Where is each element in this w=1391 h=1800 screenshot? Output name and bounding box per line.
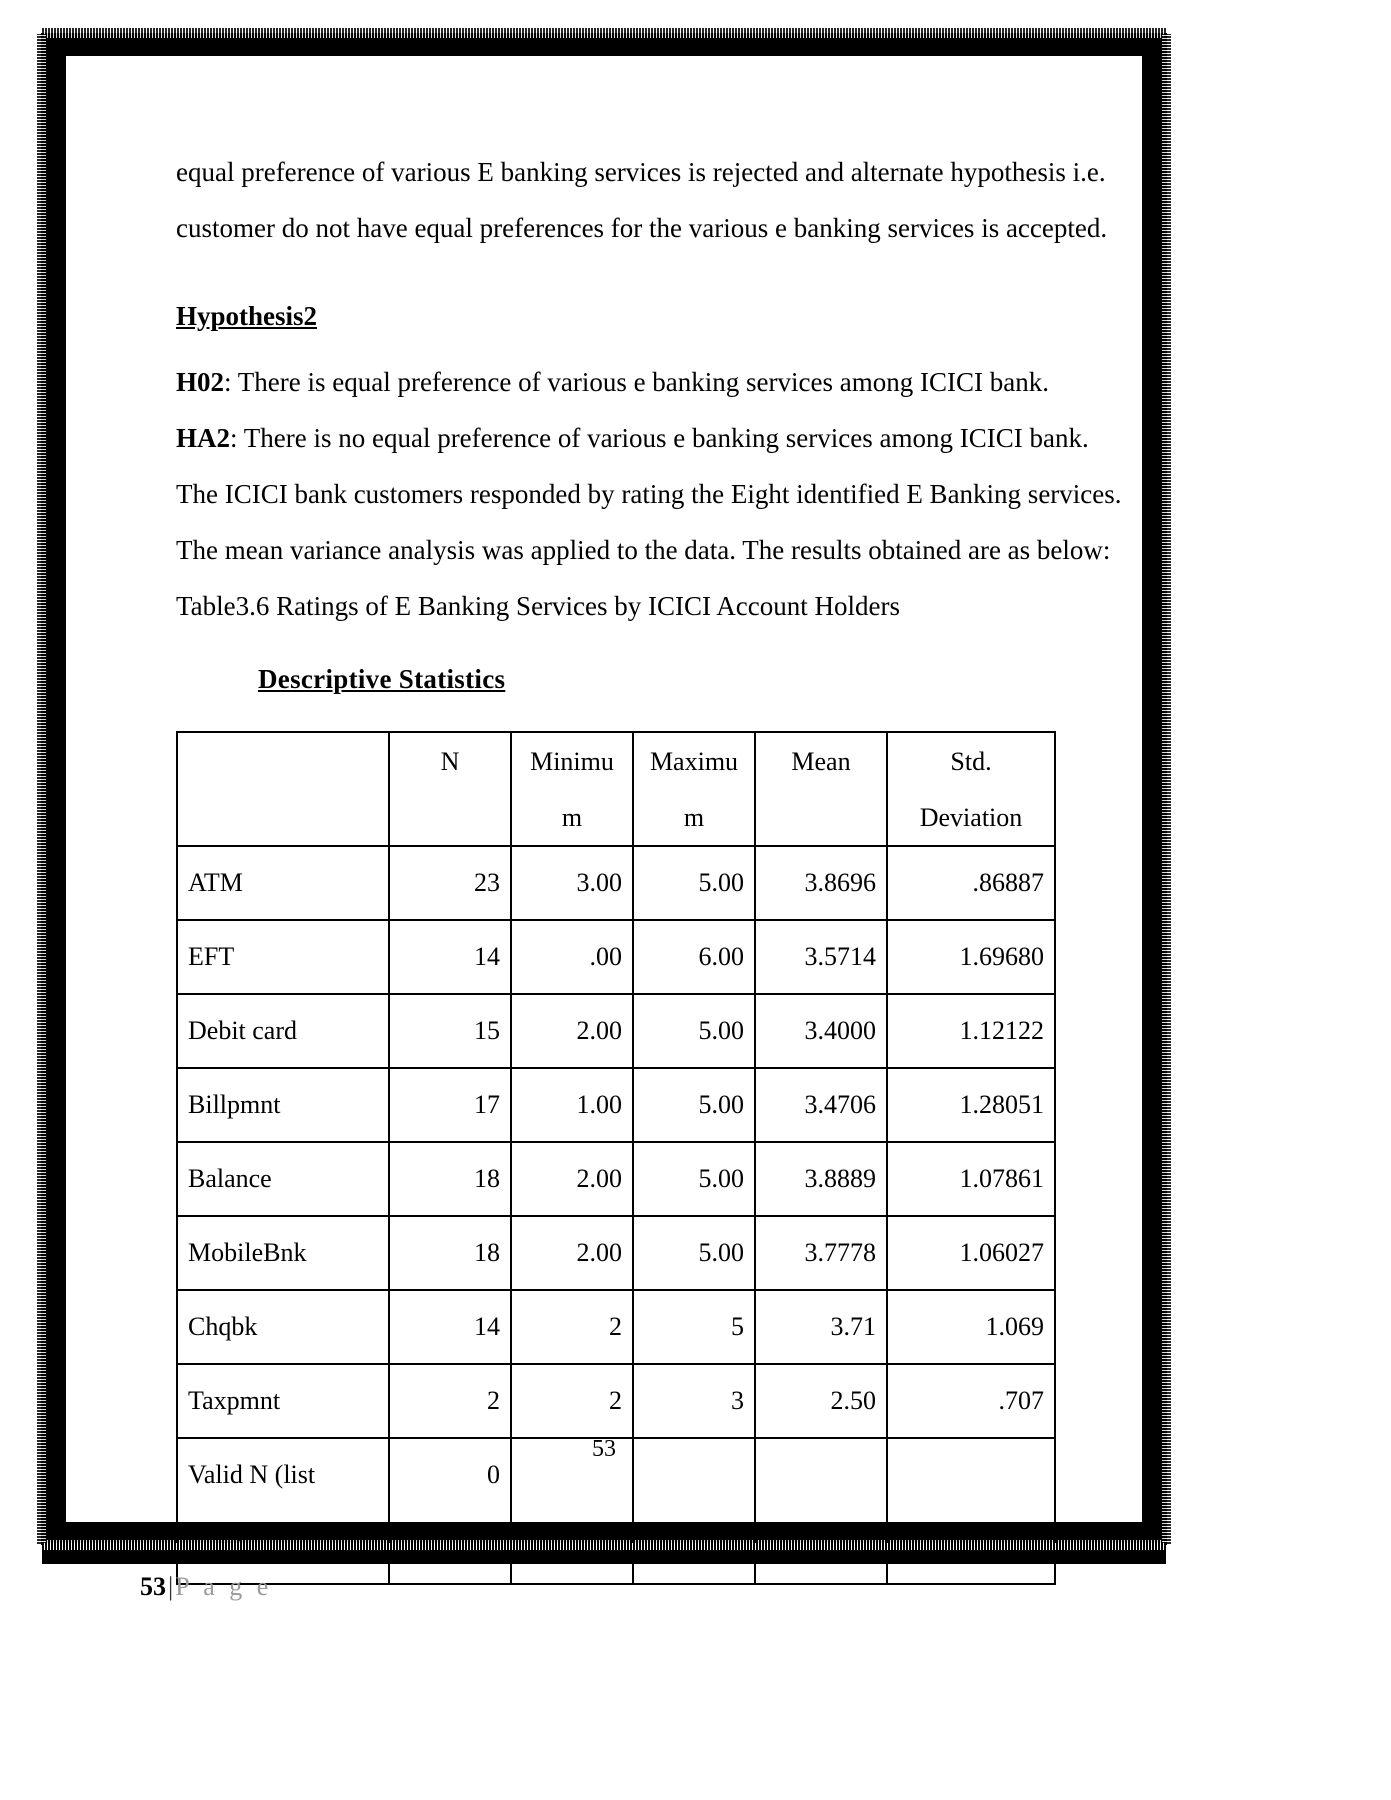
table-header-cell-minimum <box>511 732 633 846</box>
document-body <box>176 144 1122 1585</box>
header-line-1: Std. <box>950 747 992 776</box>
footer-black-bar <box>42 1548 1166 1564</box>
table-cell-std-deviation: 1.06027 <box>887 1216 1055 1290</box>
table-cell-std-deviation: 1.69680 <box>887 920 1055 994</box>
table-row <box>177 1068 1055 1142</box>
table-row <box>177 994 1055 1068</box>
table-cell-minimum: 2.00 <box>511 1142 633 1216</box>
table-header-cell-n <box>389 732 511 846</box>
table-header-cell-maximum <box>633 732 755 846</box>
alternate-hypothesis-statement <box>176 410 1089 466</box>
header-line-2: m <box>561 803 583 832</box>
table-cell-mean: 3.8889 <box>755 1142 887 1216</box>
table-header-cell-mean <box>755 732 887 846</box>
footer-page-number: 53 <box>140 1572 166 1601</box>
descriptive-statistics-heading: Descriptive Statistics <box>258 664 506 694</box>
table-cell-service-label: Debit card <box>177 994 389 1068</box>
table-header-cell-std-deviation <box>887 732 1055 846</box>
table-caption: Table3.6 Ratings of E Banking Services by ICICI Account Holders <box>176 591 900 621</box>
null-hypothesis-label: H02 <box>176 367 225 397</box>
table-cell-mean: 3.4000 <box>755 994 887 1068</box>
header-line-2 <box>390 779 510 801</box>
table-cell-minimum: 2.00 <box>511 1216 633 1290</box>
table-header-cell-blank <box>177 732 389 846</box>
table-cell-maximum: 5.00 <box>633 1142 755 1216</box>
spacer <box>176 340 1056 354</box>
scanned-page-border <box>42 34 1166 1544</box>
header-line-2 <box>756 779 886 801</box>
footer-bar-edge <box>42 1543 1166 1550</box>
table-cell-service-label: Balance <box>177 1142 389 1216</box>
table-body <box>177 846 1055 1584</box>
page-number: 53 <box>592 1436 616 1462</box>
table-cell-std-deviation: 1.07861 <box>887 1142 1055 1216</box>
scan-edge-left <box>37 34 46 1544</box>
table-cell-std-deviation: 1.28051 <box>887 1068 1055 1142</box>
table-row <box>177 920 1055 994</box>
table-cell-std-deviation: 1.12122 <box>887 994 1055 1068</box>
table-row <box>177 1216 1055 1290</box>
descriptive-statistics-heading-row <box>176 664 1056 695</box>
scan-edge-top <box>42 28 1166 38</box>
table-cell-service-label: ATM <box>177 846 389 920</box>
table-cell-minimum: 1.00 <box>511 1068 633 1142</box>
table-cell-std-deviation: .86887 <box>887 846 1055 920</box>
paragraph-continuation-line-1: equal preference of various E banking services is rejected and alternate hypothesis i.e. <box>176 157 1106 187</box>
table-cell-service-label: Taxpmnt <box>177 1364 389 1438</box>
page-sheet <box>66 56 1142 1522</box>
header-line-2 <box>178 745 388 767</box>
hypothesis-heading: Hypothesis2 <box>176 301 318 331</box>
table-cell-service-label: EFT <box>177 920 389 994</box>
table-cell-valid-n-n: 0 <box>389 1438 511 1584</box>
table-cell-n: 23 <box>389 846 511 920</box>
table-cell-n: 18 <box>389 1142 511 1216</box>
paragraph-continuation-line-2: customer do not have equal preferences for the various e banking services is accepted. <box>176 213 1108 243</box>
header-line-1: Mean <box>791 747 851 776</box>
table-cell-mean: 3.7778 <box>755 1216 887 1290</box>
table-cell-n: 14 <box>389 1290 511 1364</box>
valid-n-label-line-1: Valid N (list <box>188 1460 316 1489</box>
scan-edge-right <box>1162 34 1171 1544</box>
table-header-row <box>177 732 1055 846</box>
alternate-hypothesis-label: HA2 <box>176 423 230 453</box>
table-header <box>177 732 1055 846</box>
table-cell-maximum: 5.00 <box>633 1216 755 1290</box>
header-line-2: m <box>683 803 705 832</box>
table-cell-std-deviation: .707 <box>887 1364 1055 1438</box>
table-cell-n: 18 <box>389 1216 511 1290</box>
table-cell-n: 2 <box>389 1364 511 1438</box>
header-line-1: Minimu <box>530 747 614 776</box>
footer-separator: | <box>168 1572 174 1601</box>
table-cell-maximum: 3 <box>633 1364 755 1438</box>
table-row <box>177 1364 1055 1438</box>
table-cell-maximum: 5.00 <box>633 846 755 920</box>
method-line-2: The mean variance analysis was applied to the data. The results obtained are as below: <box>176 535 1111 565</box>
table-cell-minimum: 2.00 <box>511 994 633 1068</box>
alternate-hypothesis-text: : There is no equal preference of various e banking services among ICICI bank. <box>230 423 1089 453</box>
spacer <box>176 256 1056 292</box>
table-cell-n: 17 <box>389 1068 511 1142</box>
null-hypothesis-text: : There is equal preference of various e banking services among ICICI bank. <box>224 367 1049 397</box>
table-cell-mean: 3.8696 <box>755 846 887 920</box>
table-cell-service-label: MobileBnk <box>177 1216 389 1290</box>
table-cell-maximum: 6.00 <box>633 920 755 994</box>
hypothesis-section-heading-row <box>176 292 1056 340</box>
table-cell-mean: 3.71 <box>755 1290 887 1364</box>
table-cell-maximum: 5 <box>633 1290 755 1364</box>
table-cell-mean: 3.5714 <box>755 920 887 994</box>
table-cell-mean: 3.4706 <box>755 1068 887 1142</box>
header-line-2: Deviation <box>919 803 1023 832</box>
table-cell-maximum: 5.00 <box>633 1068 755 1142</box>
method-line-1: The ICICI bank customers responded by rating the Eight identified E Banking services. <box>176 479 1122 509</box>
table-row <box>177 1142 1055 1216</box>
table-cell-maximum: 5.00 <box>633 994 755 1068</box>
table-cell-std-deviation: 1.069 <box>887 1290 1055 1364</box>
footer <box>140 1572 272 1602</box>
table-cell-service-label: Billpmnt <box>177 1068 389 1142</box>
table-cell-minimum: 2 <box>511 1364 633 1438</box>
footer-page-word: P a g e <box>175 1572 273 1601</box>
table-cell-n: 14 <box>389 920 511 994</box>
table-row <box>177 1290 1055 1364</box>
table-cell-service-label: Chqbk <box>177 1290 389 1364</box>
table-cell-mean: 2.50 <box>755 1364 887 1438</box>
null-hypothesis-statement <box>176 354 1056 410</box>
table-cell-minimum: .00 <box>511 920 633 994</box>
header-line-1: N <box>440 747 460 776</box>
table-cell-minimum: 2 <box>511 1290 633 1364</box>
header-line-1: Maximu <box>649 747 739 776</box>
header-line-1 <box>178 733 388 745</box>
table-row <box>177 846 1055 920</box>
table-cell-n: 15 <box>389 994 511 1068</box>
table-cell-minimum: 3.00 <box>511 846 633 920</box>
